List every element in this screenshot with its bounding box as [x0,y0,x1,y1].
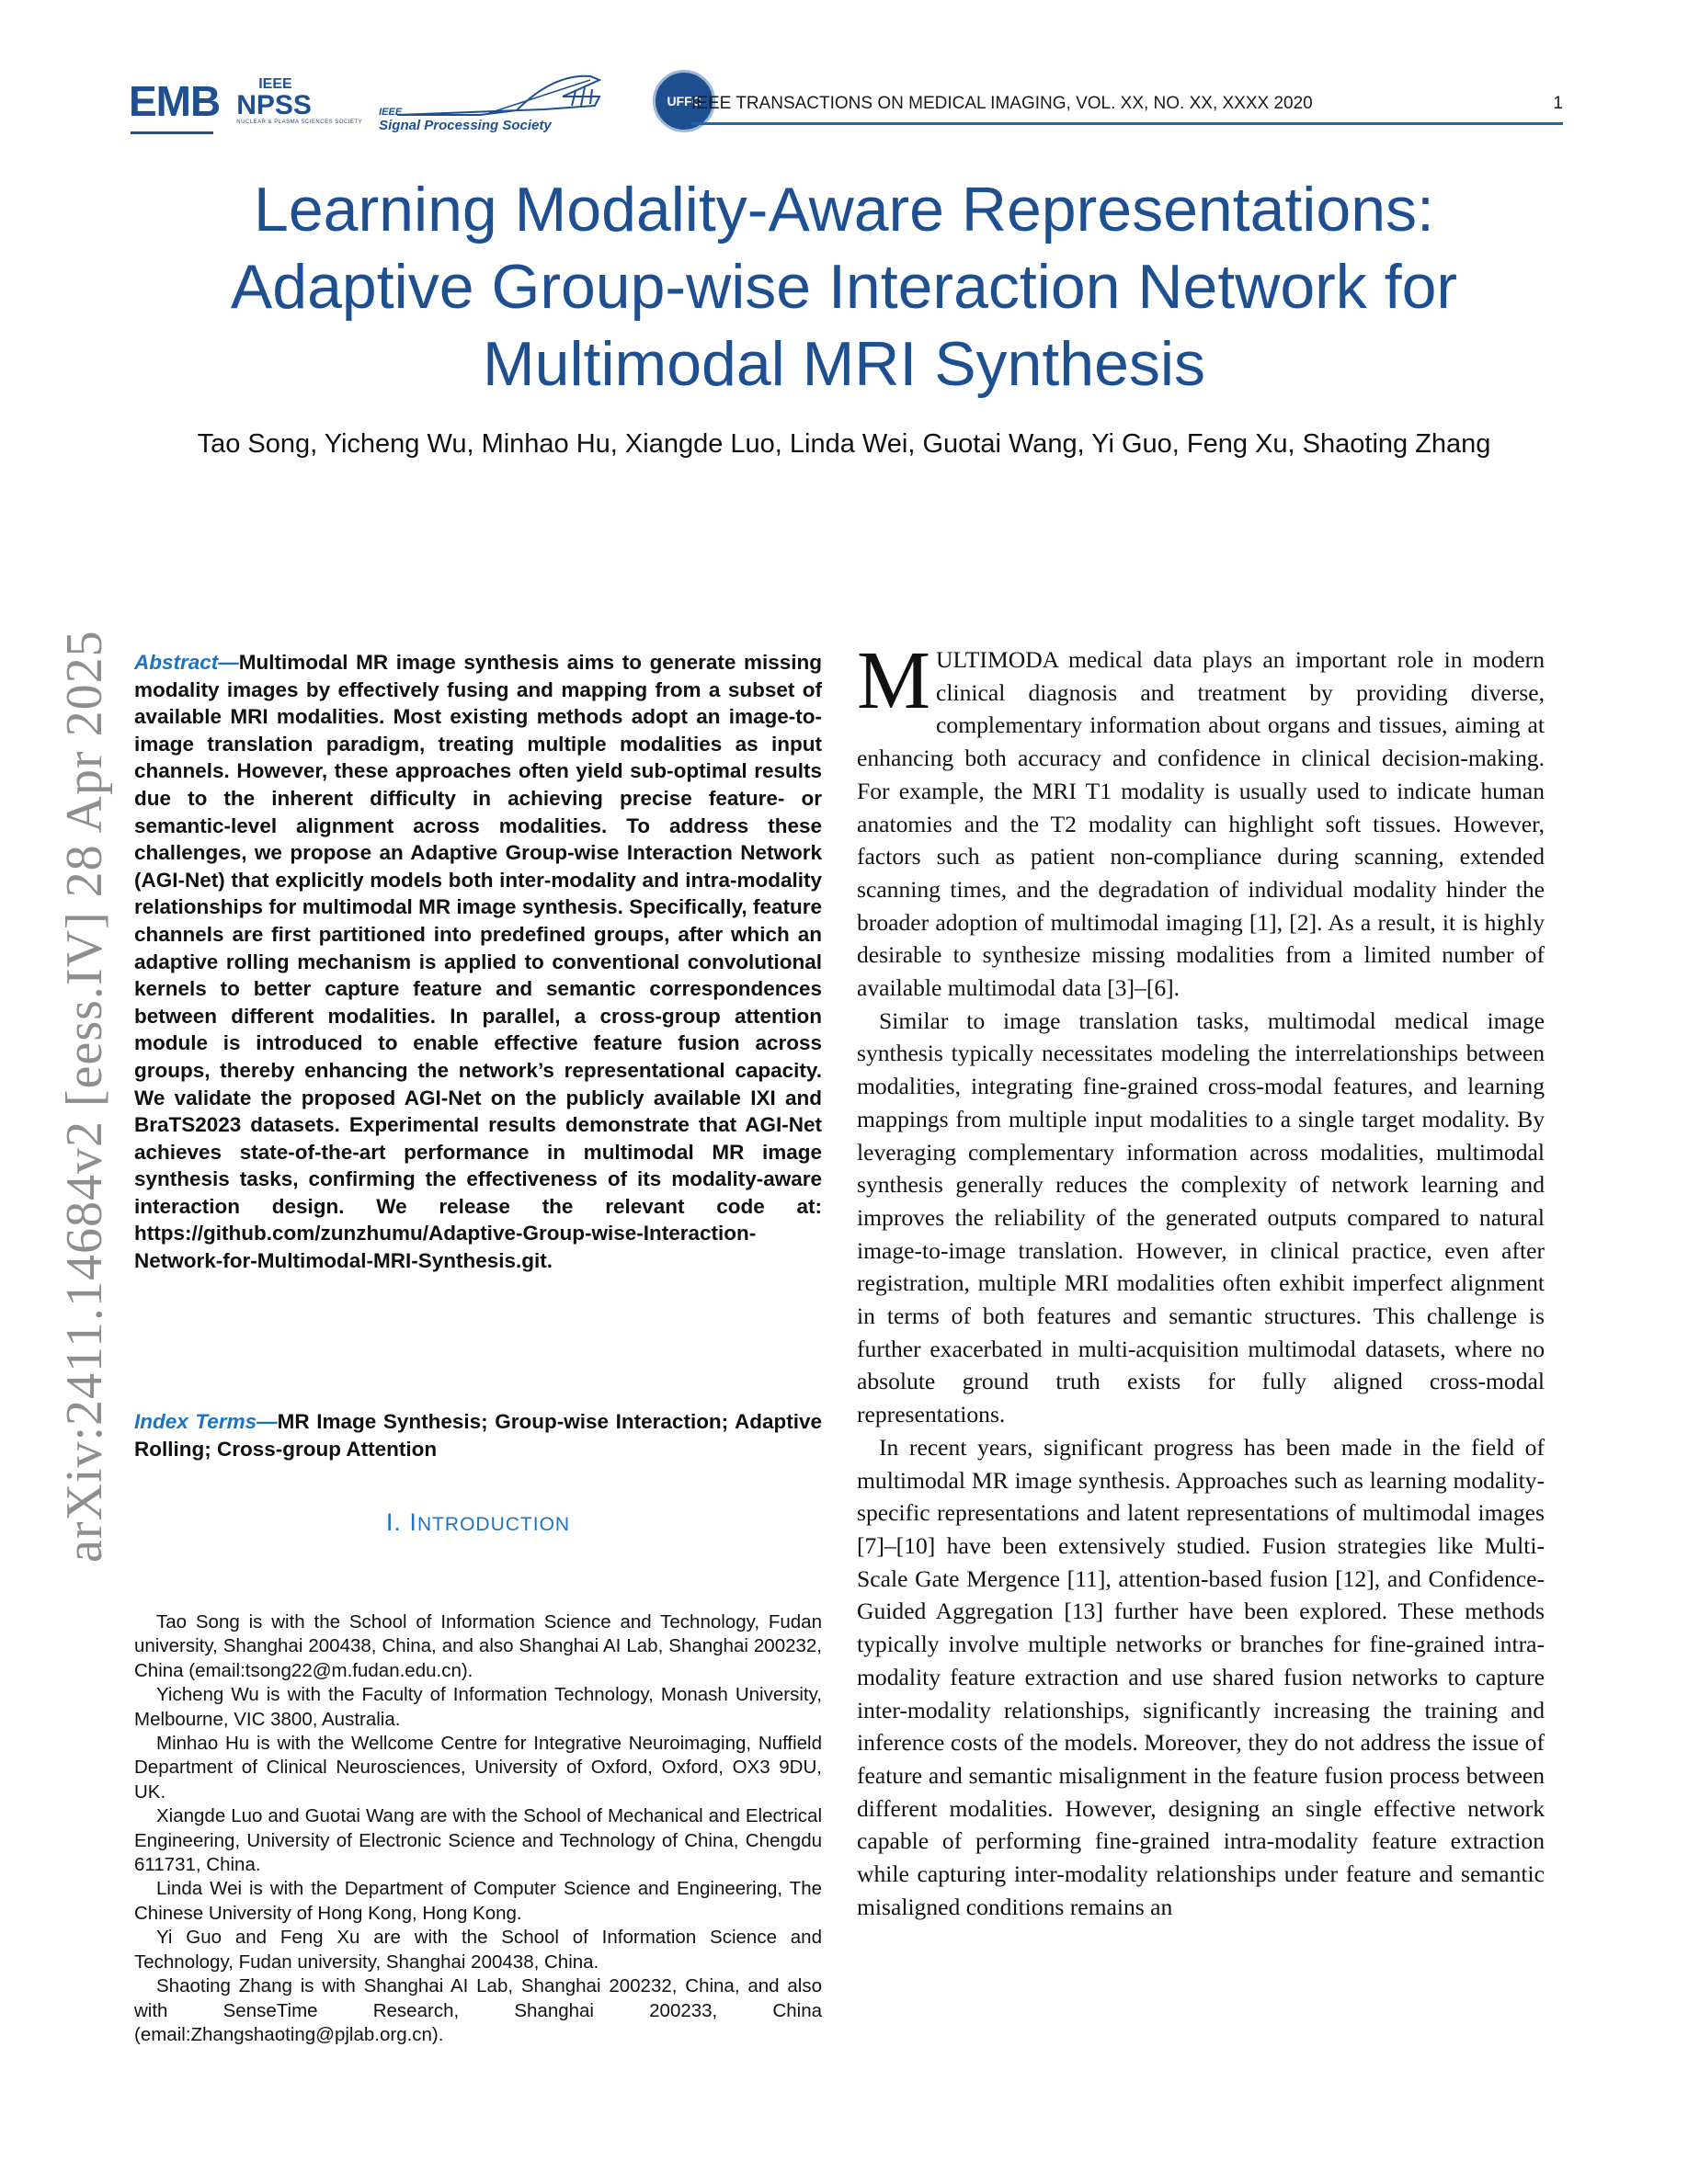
title-line: Learning Modality-Aware Representations: [254,175,1434,245]
paper-title [129,171,1559,403]
section-heading: I. INTRODUCTION [385,1508,571,1536]
abstract-text: Multimodal MR image synthesis aims to generate missing modality images by effectively fusing and mapping from a subset of available MRI modalities. Most existing methods adopt an image-to-image translation paradigm, treating multiple modalities as input channels. However, these approaches often yield sub-optimal results due to the inherent difficulty in achieving precise feature- or semantic-level alignment across modalities. To address these challenges, we propose an Adaptive Group-wise Interaction Network (AGI-Net) that explicitly models both inter-modality and intra-modality relationships for multimodal MR image synthesis. Specifically, feature channels are first partitioned into predefined groups, after which an adaptive rolling mechanism is applied to conventional convolutional kernels to better capture feature and semantic correspondences between different modalities. In parallel, a cross-group attention module is introduced to enable effective feature fusion across groups, thereby enhancing the network’s representational capacity. We validate the proposed AGI-Net on the publicly available IXI and BraTS2023 datasets. Experimental results demonstrate that AGI-Net achieves state-of-the-art performance in multimodal MR image synthesis tasks, confirming the effectiveness of its modality-aware interaction design. We release the relevant code at: https://github.com/zunzhumu/Adaptive-Group-wise-Interaction-Network-for-Multimodal-MRI-Synthesis.git. [134,651,822,1273]
uffc-logo: UFFC [653,70,715,132]
affiliation-note: Yi Guo and Feng Xu are with the School of Information Science and Technology, Fudan university, Shanghai 200438, China. [134,1927,822,1973]
drop-cap: M [857,635,931,726]
running-header [691,94,1563,114]
journal-name: IEEE TRANSACTIONS ON MEDICAL IMAGING, VOL. XX, NO. XX, XXXX 2020 [691,94,1313,113]
body-paragraph: MULTIMODA medical data plays an important role in modern clinical diagnosis and treatment by providing diverse, complementary information about organs and tissues, aiming at enhancing both accuracy and confidence in clinical decision-making. For example, the MRI T1 modality is usually used to indicate human anatomies and the T2 modality can highlight soft tissues. However, factors such as patient non-compliance during scanning, extended scanning times, and the degradation of individual modality hinder the broader adoption of multimodal imaging [1], [2]. As a result, it is highly desirable to synthesize missing modalities from a limited number of available multimodal data [3]–[6]. [857,635,1545,1002]
title-line: Multimodal MRI Synthesis [482,329,1206,399]
affiliation-note: Yicheng Wu is with the Faculty of Information Technology, Monash University, Melbourne, VIC 3800, Australia. [134,1684,822,1730]
arxiv-identifier: arXiv:2411.14684v2 [eess.IV] 28 Apr 2025 [56,630,113,1563]
affiliation-note: Shaoting Zhang is with Shanghai AI Lab, Shanghai 200232, China, and also with SenseTime Research, Shanghai 200233, China (email:Zhangshaoting@pjlab.org.cn). [134,1975,822,2045]
title-line: Adaptive Group-wise Interaction Network for [230,252,1458,322]
body-paragraph: In recent years, significant progress has been made in the field of multimodal MR image synthesis. Approaches such as learning modality-specific representations and latent representations of multimodal images [7]–[10] have been extensively studied. Fusion strategies like Multi-Scale Gate Mergence [11], attention-based fusion [12], and Confidence-Guided Aggregation [13] further have been explored. These methods typically involve multiple networks or branches for fine-grained intra-modality feature extraction and use shared fusion networks to capture inter-modality relationships, significantly increasing the training and inference costs of the models. Moreover, they do not address the issue of feature and semantic misalignment in the feature fusion process between different modalities. However, designing an single effective network capable of performing fine-grained intra-modality feature extraction while capturing inter-modality relationships under feature and semantic misaligned conditions remains an [857,1433,1545,1920]
abstract [134,649,822,1275]
npss-logo: IEEE NPSS NUCLEAR & PLASMA SCIENCES SOCIETY [236,76,363,125]
affiliation-note: Xiangde Luo and Guotai Wang are with the School of Mechanical and Electrical Engineering, University of Electronic Science and Technology of China, Chengdu 611731, China. [134,1805,822,1876]
society-logos [129,64,715,138]
body-paragraph: Similar to image translation tasks, multimodal medical image synthesis typically necessitates modeling the interrelationships between modalities, integrating fine-grained cross-modal features, and learning mappings from multiple input modalities to a single target modality. By leveraging complementary information across modalities, multimodal synthesis generally reduces the complexity of network learning and improves the reliability of the generated outputs compared to natural image-to-image translation. However, in clinical practice, even after registration, multiple MRI modalities often exhibit imperfect alignment in terms of both features and semantic structures. This challenge is further exacerbated in multi-acquisition multimodal datasets, where no absolute ground truth exists for fully aligned cross-modal representations. [857,1007,1545,1428]
index-terms-label: Index Terms— [134,1410,278,1433]
affiliation-note: Tao Song is with the School of Information Science and Technology, Fudan university, Shanghai 200438, China, and also Shanghai AI Lab, Shanghai 200232, China (email:tsong22@m.fudan.edu.cn). [134,1611,822,1681]
emb-logo: EMB [129,80,220,122]
index-terms-text: MR Image Synthesis; Group-wise Interaction; Adaptive Rolling; Cross-group Attention [134,1410,822,1461]
signal-processing-society-logo: IEEE Signal Processing Society [379,69,636,133]
affiliation-note: Linda Wei is with the Department of Computer Science and Engineering, The Chinese University of Hong Kong, Hong Kong. [134,1878,822,1924]
introduction-body [857,635,1545,1923]
header-rule [691,122,1563,125]
author-list: Tao Song, Yicheng Wu, Minhao Hu, Xiangde Luo, Linda Wei, Guotai Wang, Yi Guo, Feng Xu, Shaoting Zhang [197,429,1491,459]
affiliation-note: Minhao Hu is with the Wellcome Centre for Integrative Neuroimaging, Nuffield Department of Clinical Neurosciences, University of Oxford, Oxford, OX3 9DU, UK. [134,1733,822,1803]
author-affiliations [134,1610,822,2047]
index-terms [134,1408,822,1462]
page-number: 1 [1553,94,1563,113]
abstract-label: Abstract— [134,651,239,674]
